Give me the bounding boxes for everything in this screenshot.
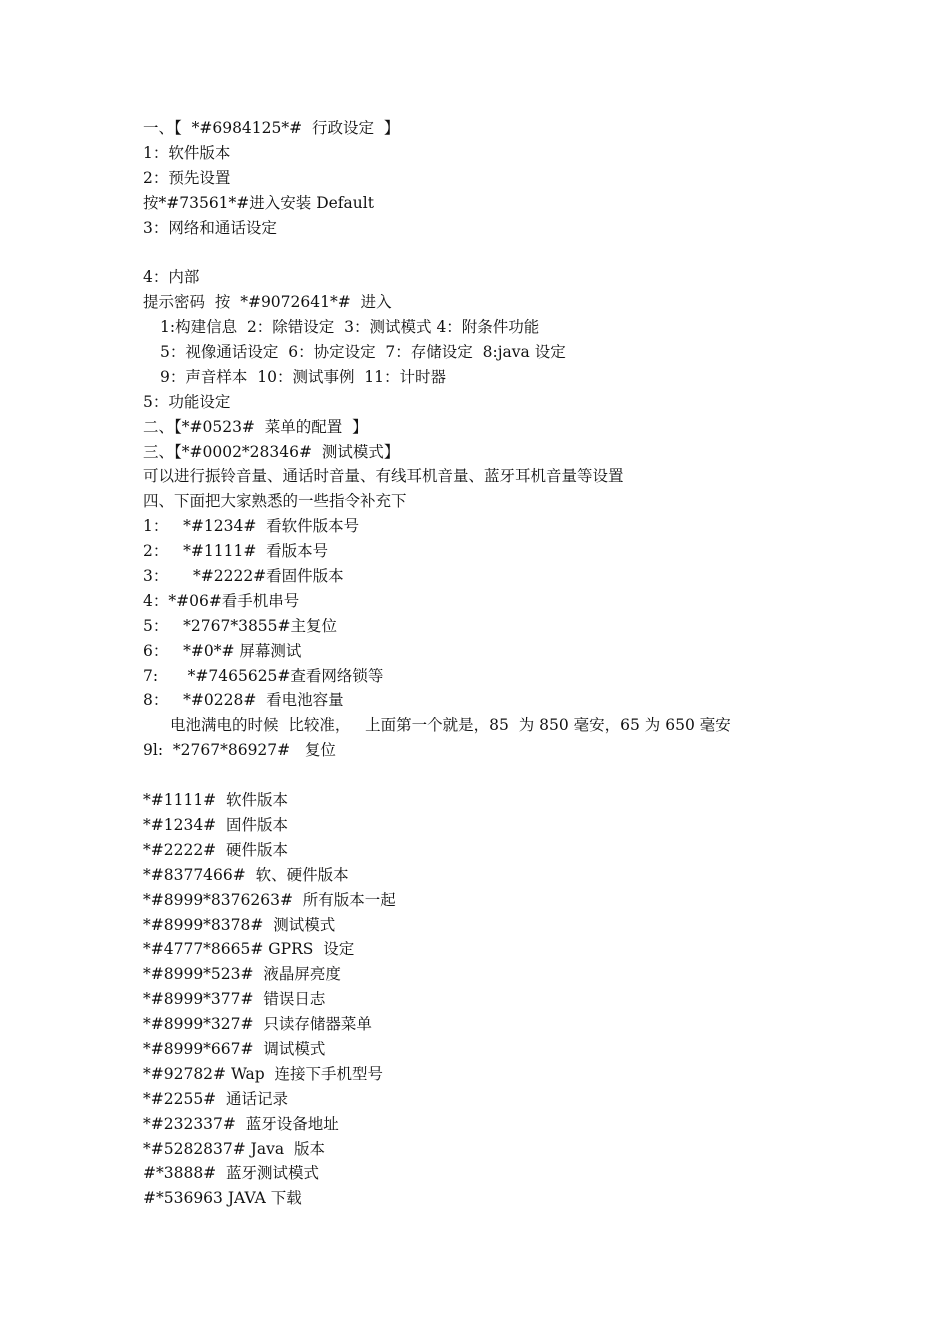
code-entry: *#5282837# Java 版本	[143, 1139, 325, 1158]
section-3-heading: 三、【*#0002*28346# 测试模式】	[143, 442, 400, 461]
code-entry: *#2255# 通话记录	[143, 1089, 289, 1108]
code-entry: *#1111# 软件版本	[143, 791, 289, 810]
code-list-item: 5： *2767*3855#主复位	[143, 616, 338, 635]
code-list-item: 2： *#1111# 看版本号	[143, 542, 329, 561]
code-entry: *#8377466# 软、硬件版本	[143, 865, 349, 884]
text-line: 9：声音样本 10：测试事例 11：计时器	[160, 367, 447, 386]
section-4-heading: 四、下面把大家熟悉的一些指令补充下	[143, 492, 407, 511]
code-entry: #*536963 JAVA 下载	[143, 1189, 302, 1208]
text-line: 可以进行振铃音量、通话时音量、有线耳机音量、蓝牙耳机音量等设置	[143, 467, 624, 486]
text-line: 2：预先设置	[143, 168, 231, 187]
text-line: 1:构建信息 2：除错设定 3：测试模式 4：附条件功能	[160, 318, 540, 337]
code-entry: *#8999*667# 调试模式	[143, 1039, 326, 1058]
battery-note: 电池满电的时候 比较准， 上面第一个就是，85 为 850 毫安，65 为 650 毫安	[170, 716, 731, 735]
text-line: 按*#73561*#进入安装 Default	[143, 193, 374, 212]
code-entry: *#8999*8378# 测试模式	[143, 915, 336, 934]
text-line: 5：视像通话设定 6：协定设定 7：存储设定 8:java 设定	[160, 343, 566, 362]
text-line: 5：功能设定	[143, 392, 231, 411]
code-entry: *#8999*327# 只读存储器菜单	[143, 1015, 372, 1034]
code-entry: *#4777*8665# GPRS 设定	[143, 940, 355, 959]
code-list-item: 3： *#2222#看固件版本	[143, 567, 344, 586]
document-text	[143, 116, 923, 1211]
code-list-item: 4：*#06#看手机串号	[143, 591, 300, 610]
code-entry: *#92782# Wap 连接下手机型号	[143, 1064, 384, 1083]
code-list-item: 8： *#0228# 看电池容量	[143, 691, 344, 710]
blank-line	[143, 763, 923, 788]
code-list-item: 9l: *2767*86927# 复位	[143, 741, 336, 760]
code-entry: *#1234# 固件版本	[143, 815, 289, 834]
text-line: 1：软件版本	[143, 143, 231, 162]
code-entry: *#8999*8376263# 所有版本一起	[143, 890, 396, 909]
section-2-heading: 二、【*#0523# 菜单的配置 】	[143, 417, 368, 436]
blank-line	[143, 240, 923, 265]
code-entry: *#8999*377# 错误日志	[143, 990, 326, 1009]
section-1-heading: 一、【 *#6984125*# 行政设定 】	[143, 119, 400, 137]
code-entry: *#232337# 蓝牙设备地址	[143, 1114, 339, 1133]
text-line: 提示密码 按 *#9072641*# 进入	[143, 293, 392, 312]
text-line: 4：内部	[143, 268, 200, 287]
code-list-item: 1： *#1234# 看软件版本号	[143, 517, 360, 536]
code-list-item: 7: *#7465625#查看网络锁等	[143, 666, 384, 685]
text-line: 3：网络和通话设定	[143, 218, 277, 237]
code-list-item: 6： *#0*# 屏幕测试	[143, 641, 302, 660]
code-entry: #*3888# 蓝牙测试模式	[143, 1164, 320, 1183]
code-entry: *#8999*523# 液晶屏亮度	[143, 965, 341, 984]
code-entry: *#2222# 硬件版本	[143, 840, 289, 859]
